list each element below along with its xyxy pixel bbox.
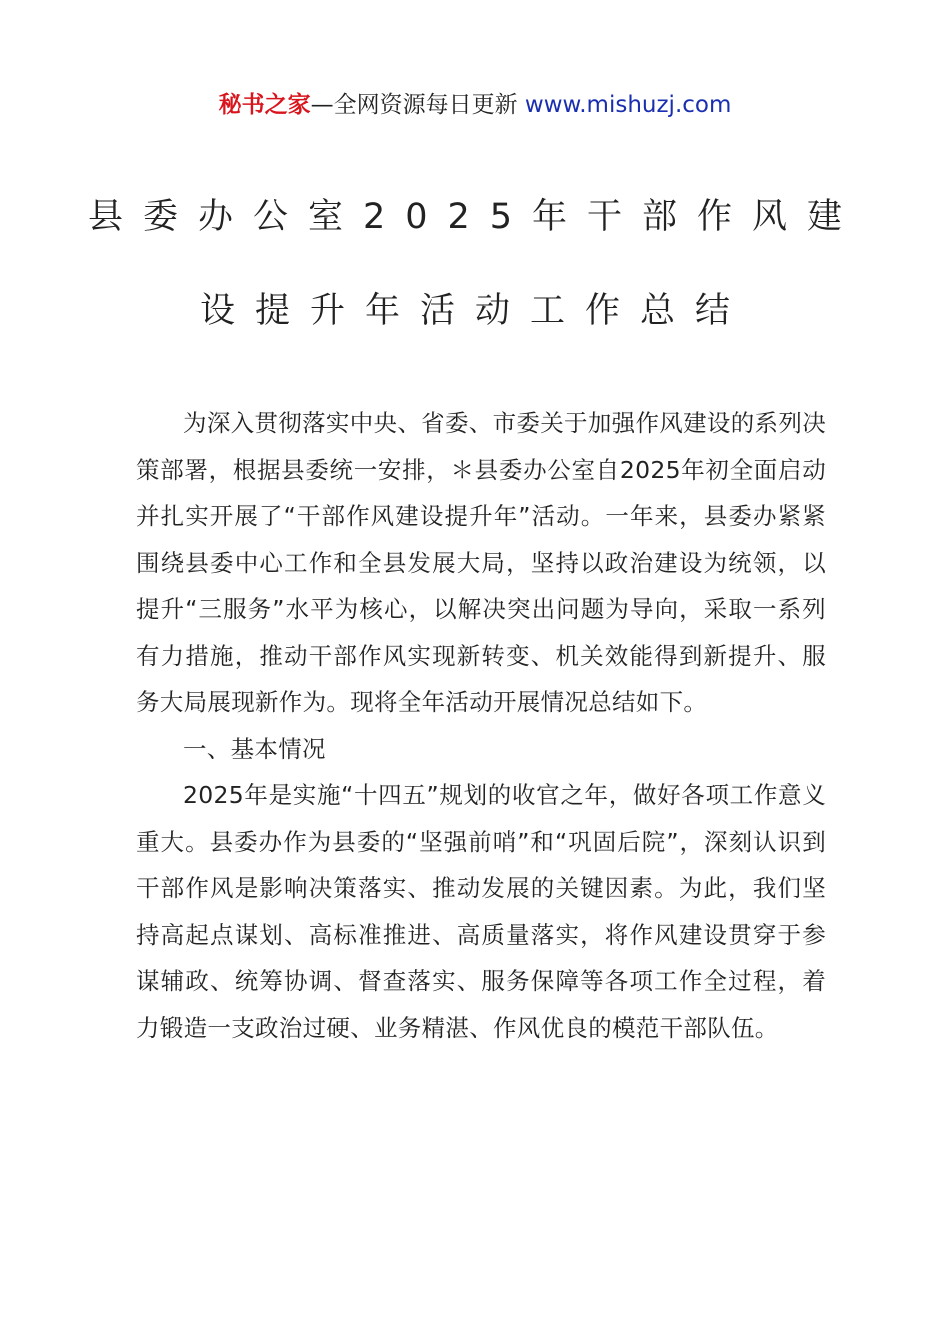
header-tagline: —全网资源每日更新 — [310, 92, 525, 118]
site-url-link[interactable]: www.mishuzj.com — [524, 92, 732, 118]
document-title-line-1: 县委办公室2025年干部作风建 — [87, 197, 863, 237]
section-heading-basic-situation: 一、基本情况 — [183, 734, 326, 763]
section-1-paragraph: 2025年是实施“十四五”规划的收官之年，做好各项工作意义重大。县委办作为县委的“坚强前哨”和“巩固后院”，深刻认识到干部作风是影响决策落实、推动发展的关键因素。为此，我们坚持高起点谋划、高标准推进、高质量落实，将作风建设贯穿于参谋辅政、统筹协调、督查落实、服务保障等各项工作全过程，着力锻造一支政治过硬、业务精湛、作风优良的模范干部队伍。 — [136, 781, 826, 1042]
site-header — [0, 88, 950, 122]
document-body — [136, 400, 826, 1051]
document-title-line-2: 设提升年活动工作总结 — [199, 291, 750, 331]
intro-paragraph: 为深入贯彻落实中央、省委、市委关于加强作风建设的系列决策部署，根据县委统一安排，＊县委办公室自2025年初全面启动并扎实开展了“干部作风建设提升年”活动。一年来，县委办紧紧围绕县委中心工作和全县发展大局，坚持以政治建设为统领，以提升“三服务”水平为核心，以解决突出问题为导向，采取一系列有力措施，推动干部作风实现新转变、机关效能得到新提升、服务大局展现新作为。现将全年活动开展情况总结如下。 — [136, 409, 826, 716]
brand-name: 秘书之家 — [218, 92, 311, 118]
